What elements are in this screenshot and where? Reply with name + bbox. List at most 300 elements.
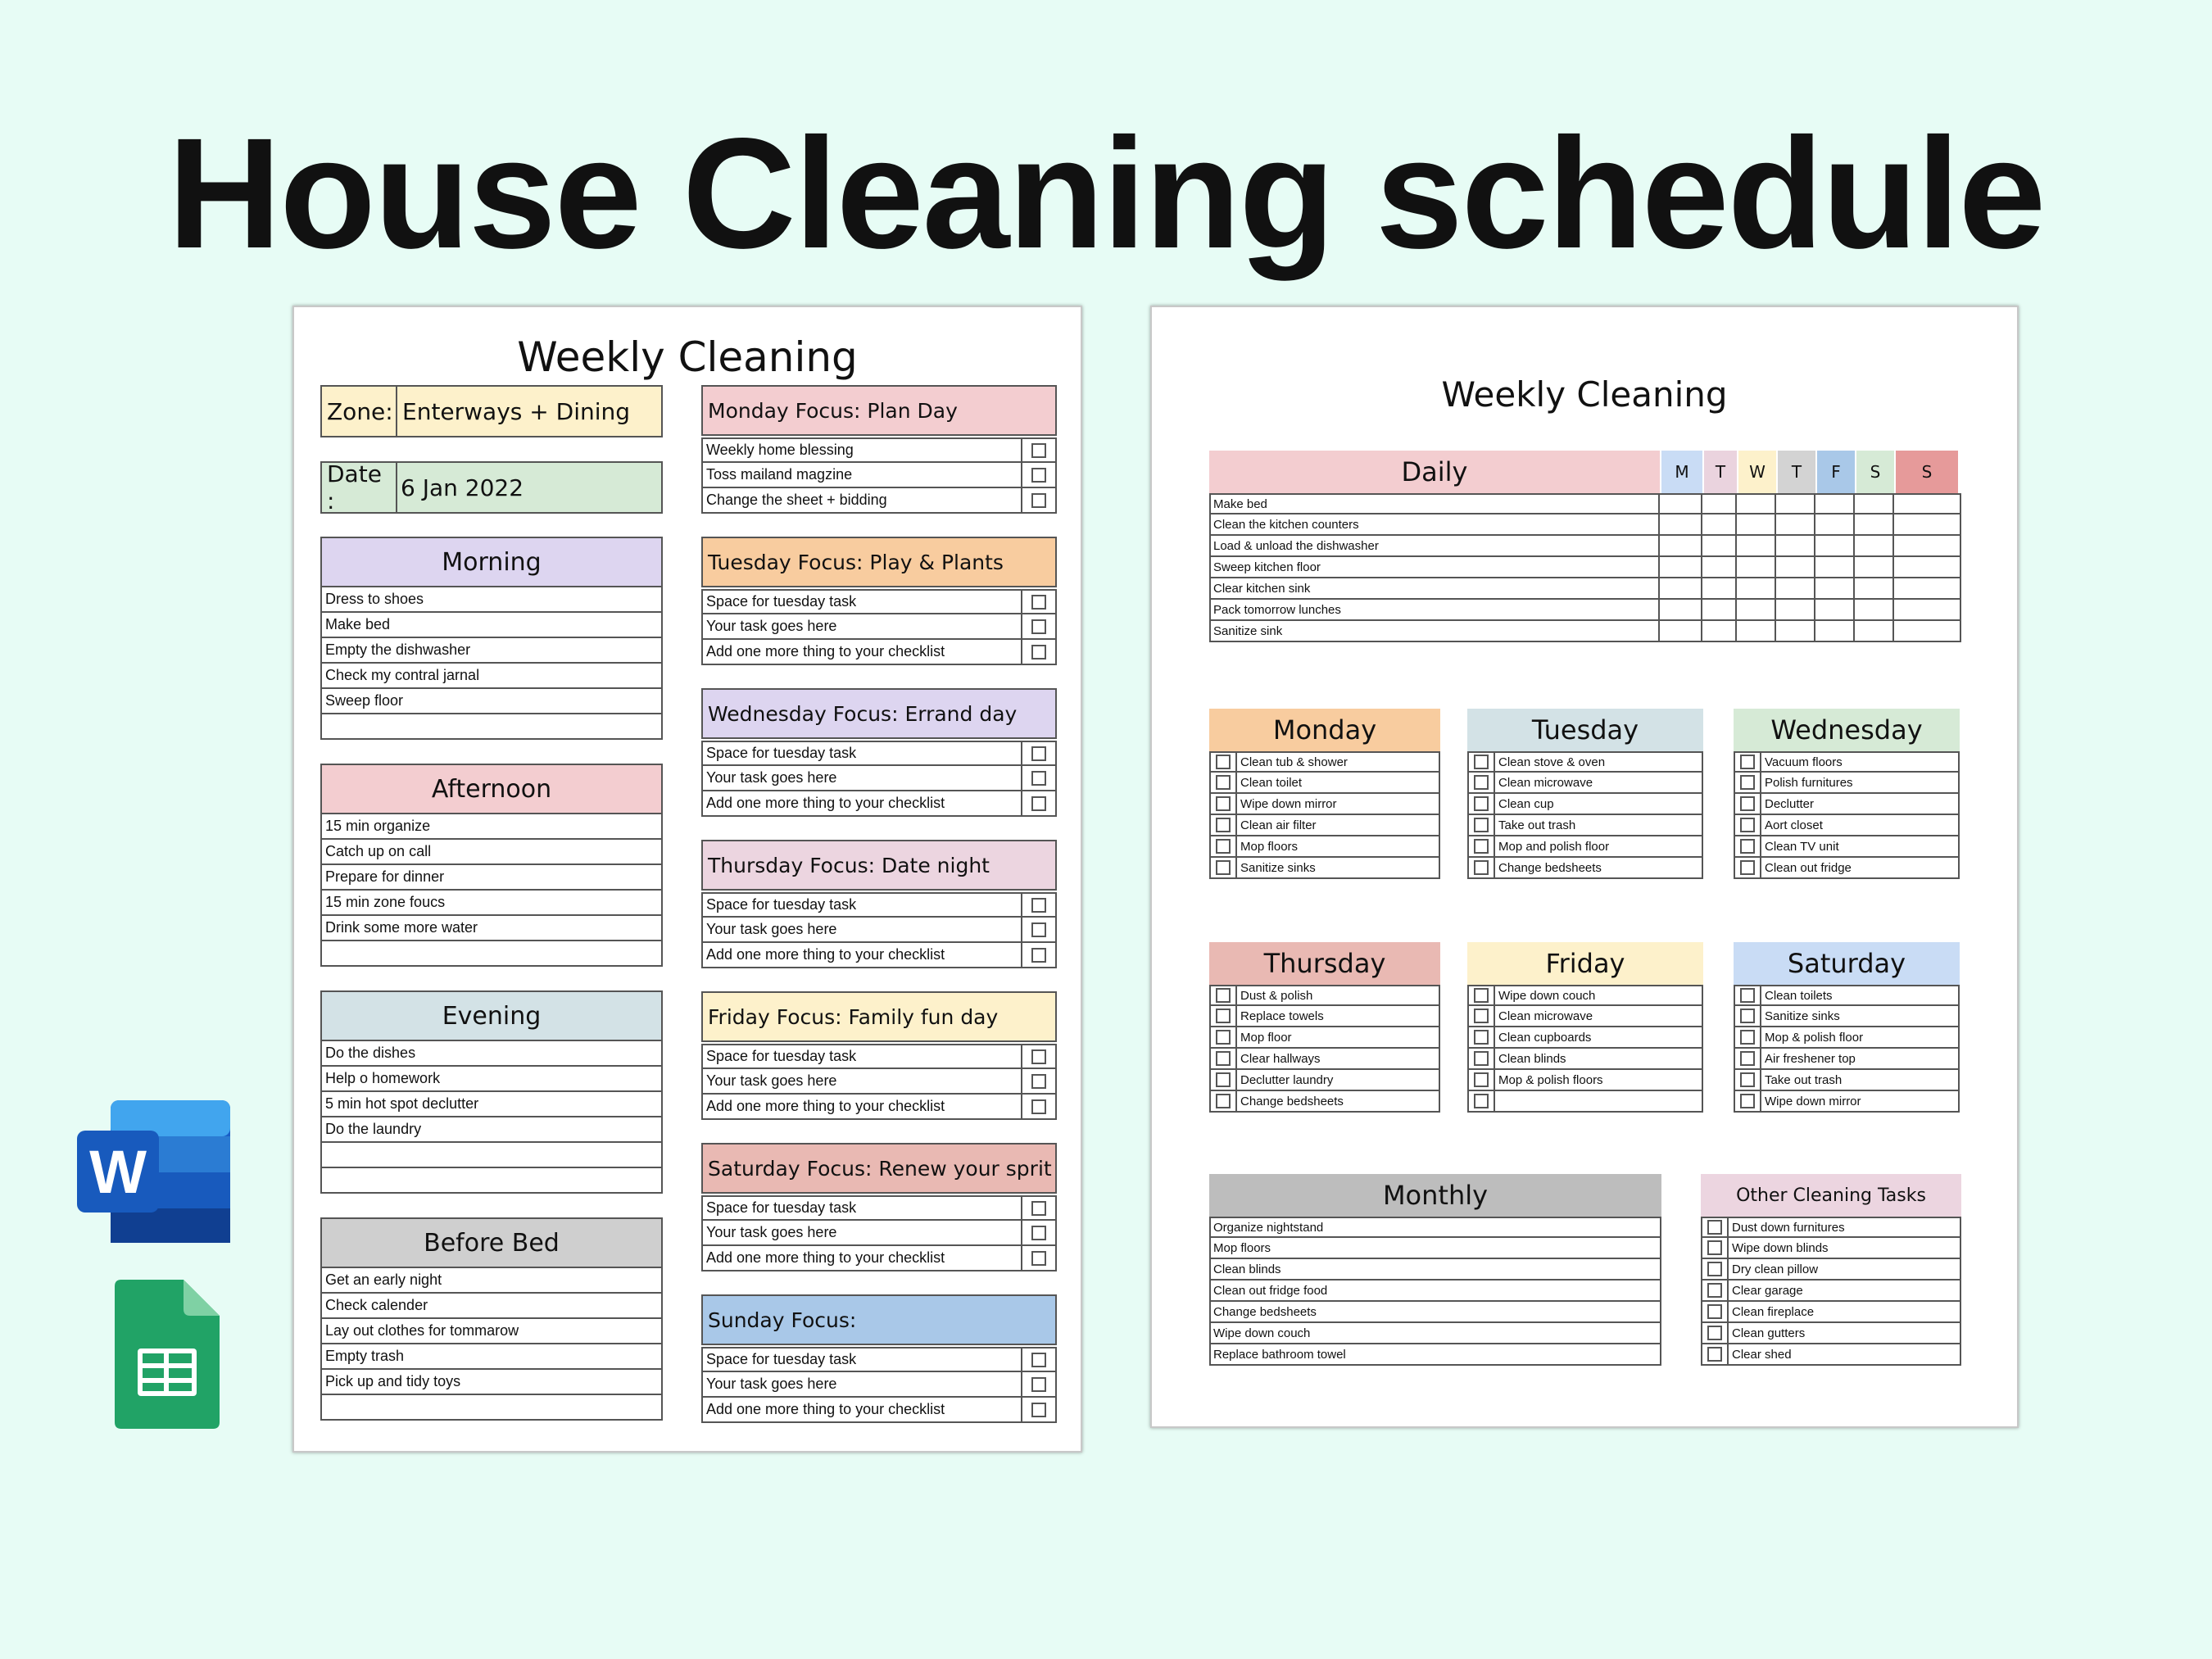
checkbox-cell bbox=[1735, 794, 1761, 814]
checkbox-cell bbox=[1211, 1027, 1237, 1047]
task-label: Get an early night bbox=[325, 1271, 442, 1288]
checkbox[interactable] bbox=[1740, 818, 1755, 832]
focus-task-row[interactable] bbox=[701, 1246, 1057, 1271]
focus-task-label: Your task goes here bbox=[706, 1224, 837, 1240]
task-row[interactable] bbox=[320, 587, 663, 613]
task-row[interactable] bbox=[320, 689, 663, 714]
task-row[interactable] bbox=[320, 1143, 663, 1168]
other-task-label: Wipe down blinds bbox=[1732, 1240, 1829, 1255]
day-task-row[interactable] bbox=[1734, 1091, 1960, 1113]
checkbox[interactable] bbox=[1707, 1283, 1722, 1298]
daily-check-cell[interactable] bbox=[1853, 495, 1892, 513]
daily-check-cell[interactable] bbox=[1892, 578, 1956, 598]
checkbox[interactable] bbox=[1216, 988, 1231, 1003]
focus-task-label: Change the sheet + bidding bbox=[706, 492, 887, 508]
checkbox[interactable] bbox=[1474, 1051, 1489, 1066]
day-task-row[interactable] bbox=[1467, 1027, 1703, 1049]
daily-check-cell[interactable] bbox=[1701, 578, 1735, 598]
task-row[interactable] bbox=[320, 1344, 663, 1370]
day-task-row[interactable] bbox=[1209, 751, 1440, 773]
task-row[interactable] bbox=[320, 1395, 663, 1421]
task-label: Help o homework bbox=[325, 1070, 441, 1086]
day-task-label: Wipe down mirror bbox=[1240, 796, 1337, 811]
day-task-row[interactable] bbox=[1467, 794, 1703, 815]
daily-check-cell[interactable] bbox=[1701, 621, 1735, 641]
checkbox[interactable] bbox=[1474, 1094, 1489, 1108]
day-task-label: Declutter laundry bbox=[1240, 1072, 1334, 1087]
daily-task-row[interactable] bbox=[1209, 578, 1961, 600]
focus-task-row[interactable] bbox=[701, 640, 1057, 665]
checkbox-cell bbox=[1735, 773, 1761, 792]
checkbox-cell bbox=[1469, 773, 1495, 792]
focus-section-title: Wednesday Focus: Errand day bbox=[701, 688, 1057, 739]
checkbox-cell bbox=[1469, 1027, 1495, 1047]
daily-check-cell[interactable] bbox=[1775, 557, 1814, 577]
daily-check-cell[interactable] bbox=[1853, 536, 1892, 555]
daily-check-cell[interactable] bbox=[1735, 621, 1775, 641]
day-task-row[interactable] bbox=[1467, 815, 1703, 836]
checkbox[interactable] bbox=[1216, 1072, 1231, 1087]
day-column-header: T bbox=[1776, 451, 1815, 493]
focus-task-row[interactable] bbox=[701, 918, 1057, 943]
day-task-row[interactable] bbox=[1209, 1049, 1440, 1070]
daily-task-label: Clean the kitchen counters bbox=[1213, 517, 1359, 532]
daily-check-cell[interactable] bbox=[1735, 536, 1775, 555]
focus-section-title: Sunday Focus: bbox=[701, 1294, 1057, 1345]
checkbox[interactable] bbox=[1474, 755, 1489, 769]
checkbox[interactable] bbox=[1216, 818, 1231, 832]
daily-check-cell[interactable] bbox=[1814, 495, 1853, 513]
other-task-label: Dust down furnitures bbox=[1732, 1220, 1845, 1235]
monthly-task-row[interactable] bbox=[1209, 1344, 1661, 1366]
checkbox[interactable] bbox=[1216, 1030, 1231, 1045]
checkbox[interactable] bbox=[1474, 1072, 1489, 1087]
task-row[interactable] bbox=[320, 916, 663, 941]
daily-check-cell[interactable] bbox=[1814, 514, 1853, 534]
day-task-row[interactable] bbox=[1467, 751, 1703, 773]
task-row[interactable] bbox=[320, 941, 663, 967]
monthly-task-label: Mop floors bbox=[1213, 1240, 1271, 1255]
task-row[interactable] bbox=[320, 613, 663, 638]
daily-check-cell[interactable] bbox=[1701, 514, 1735, 534]
checkbox-cell bbox=[1702, 1259, 1729, 1279]
checkbox[interactable] bbox=[1216, 1009, 1231, 1023]
focus-task-label: Your task goes here bbox=[706, 921, 837, 937]
day-task-row[interactable] bbox=[1467, 1070, 1703, 1091]
day-task-row[interactable] bbox=[1734, 1027, 1960, 1049]
checkbox[interactable] bbox=[1707, 1347, 1722, 1362]
monthly-task-label: Replace bathroom towel bbox=[1213, 1347, 1346, 1362]
daily-check-cell[interactable] bbox=[1735, 600, 1775, 619]
checkbox[interactable] bbox=[1216, 796, 1231, 811]
checkbox[interactable] bbox=[1740, 1094, 1755, 1108]
day-task-row[interactable] bbox=[1734, 773, 1960, 794]
day-task-row[interactable] bbox=[1467, 1006, 1703, 1027]
day-task-row[interactable] bbox=[1734, 1049, 1960, 1070]
daily-check-cell[interactable] bbox=[1853, 557, 1892, 577]
daily-title: Daily bbox=[1209, 451, 1660, 493]
focus-task-row[interactable] bbox=[701, 463, 1057, 488]
monthly-task-row[interactable] bbox=[1209, 1281, 1661, 1302]
focus-task-label: Your task goes here bbox=[706, 769, 837, 786]
daily-task-label: Clear kitchen sink bbox=[1213, 581, 1311, 596]
checkbox[interactable] bbox=[1740, 755, 1755, 769]
focus-task-row[interactable] bbox=[701, 741, 1057, 766]
other-task-row[interactable] bbox=[1701, 1323, 1961, 1344]
daily-check-cell[interactable] bbox=[1735, 495, 1775, 513]
day-task-label: Clean tub & shower bbox=[1240, 755, 1348, 769]
day-task-row[interactable] bbox=[1734, 858, 1960, 879]
checkbox-cell bbox=[1021, 1069, 1055, 1093]
focus-task-row[interactable] bbox=[701, 1069, 1057, 1095]
focus-task-label: Space for tuesday task bbox=[706, 745, 857, 761]
task-label: Do the laundry bbox=[325, 1121, 422, 1137]
day-task-row[interactable] bbox=[1209, 1027, 1440, 1049]
focus-task-label: Your task goes here bbox=[706, 618, 837, 634]
daily-task-label: Sanitize sink bbox=[1213, 623, 1283, 638]
monthly-task-row[interactable] bbox=[1209, 1302, 1661, 1323]
task-label: Sweep floor bbox=[325, 692, 404, 709]
day-task-label: Vacuum floors bbox=[1765, 755, 1843, 769]
focus-section-2 bbox=[701, 537, 1057, 665]
checkbox[interactable] bbox=[1031, 1353, 1046, 1367]
daily-check-cell[interactable] bbox=[1892, 536, 1956, 555]
daily-check-cell[interactable] bbox=[1735, 557, 1775, 577]
task-row[interactable] bbox=[320, 891, 663, 916]
zone-label: Zone: bbox=[322, 387, 397, 436]
left-sheet bbox=[292, 306, 1082, 1453]
monthly-task-row[interactable] bbox=[1209, 1238, 1661, 1259]
checkbox[interactable] bbox=[1740, 1009, 1755, 1023]
checkbox[interactable] bbox=[1474, 775, 1489, 790]
daily-check-cell[interactable] bbox=[1775, 578, 1814, 598]
focus-section-title: Saturday Focus: Renew your sprit bbox=[701, 1143, 1057, 1194]
checkbox-cell bbox=[1211, 773, 1237, 792]
focus-task-label: Add one more thing to your checklist bbox=[706, 795, 945, 811]
checkbox[interactable] bbox=[1474, 839, 1489, 854]
focus-task-row[interactable] bbox=[701, 488, 1057, 514]
day-task-row[interactable] bbox=[1467, 1049, 1703, 1070]
daily-task-row[interactable] bbox=[1209, 557, 1961, 578]
checkbox[interactable] bbox=[1474, 988, 1489, 1003]
focus-task-row[interactable] bbox=[701, 1398, 1057, 1423]
daily-check-cell[interactable] bbox=[1892, 557, 1956, 577]
checkbox[interactable] bbox=[1474, 796, 1489, 811]
focus-task-label: Add one more thing to your checklist bbox=[706, 1401, 945, 1417]
daily-check-cell[interactable] bbox=[1701, 495, 1735, 513]
other-task-row[interactable] bbox=[1701, 1217, 1961, 1238]
daily-task-row[interactable] bbox=[1209, 621, 1961, 642]
daily-check-cell[interactable] bbox=[1892, 600, 1956, 619]
daily-check-cell[interactable] bbox=[1853, 600, 1892, 619]
zone-value[interactable]: Enterways + Dining bbox=[402, 397, 631, 425]
task-row[interactable] bbox=[320, 840, 663, 865]
checkbox[interactable] bbox=[1474, 860, 1489, 875]
task-row[interactable] bbox=[320, 1268, 663, 1294]
day-task-row[interactable] bbox=[1734, 794, 1960, 815]
monthly-table bbox=[1209, 1174, 1661, 1366]
day-task-row[interactable] bbox=[1209, 815, 1440, 836]
checkbox[interactable] bbox=[1031, 645, 1046, 660]
checkbox-cell bbox=[1469, 858, 1495, 877]
task-row[interactable] bbox=[320, 1067, 663, 1092]
checkbox[interactable] bbox=[1031, 796, 1046, 811]
checkbox-cell bbox=[1021, 640, 1055, 664]
focus-task-row[interactable] bbox=[701, 437, 1057, 463]
day-box-thursday bbox=[1209, 942, 1440, 1113]
checkbox[interactable] bbox=[1031, 1251, 1046, 1266]
day-task-label: Wipe down mirror bbox=[1765, 1094, 1861, 1108]
focus-task-row[interactable] bbox=[701, 1195, 1057, 1221]
checkbox[interactable] bbox=[1740, 796, 1755, 811]
day-task-label: Clean TV unit bbox=[1765, 839, 1839, 854]
day-task-row[interactable] bbox=[1734, 985, 1960, 1006]
checkbox-cell bbox=[1211, 986, 1237, 1004]
day-box-title: Monday bbox=[1209, 709, 1440, 751]
checkbox[interactable] bbox=[1031, 1377, 1046, 1392]
checkbox[interactable] bbox=[1031, 443, 1046, 458]
task-row[interactable] bbox=[320, 814, 663, 840]
left-sheet-title: Weekly Cleaning bbox=[517, 333, 858, 381]
daily-check-cell[interactable] bbox=[1658, 578, 1701, 598]
focus-task-row[interactable] bbox=[701, 1221, 1057, 1246]
checkbox[interactable] bbox=[1031, 1049, 1046, 1064]
checkbox[interactable] bbox=[1031, 1201, 1046, 1216]
daily-check-cell[interactable] bbox=[1658, 536, 1701, 555]
focus-task-row[interactable] bbox=[701, 943, 1057, 968]
daily-check-cell[interactable] bbox=[1814, 578, 1853, 598]
checkbox[interactable] bbox=[1740, 1030, 1755, 1045]
day-task-row[interactable] bbox=[1734, 836, 1960, 858]
focus-task-row[interactable] bbox=[701, 614, 1057, 640]
checkbox[interactable] bbox=[1740, 839, 1755, 854]
daily-check-cell[interactable] bbox=[1892, 495, 1956, 513]
checkbox[interactable] bbox=[1740, 1072, 1755, 1087]
daily-header bbox=[1209, 451, 1961, 493]
other-task-row[interactable] bbox=[1701, 1259, 1961, 1281]
daily-check-cell[interactable] bbox=[1775, 514, 1814, 534]
checkbox-cell bbox=[1211, 1070, 1237, 1090]
task-row[interactable] bbox=[320, 1117, 663, 1143]
checkbox[interactable] bbox=[1474, 1009, 1489, 1023]
checkbox[interactable] bbox=[1216, 755, 1231, 769]
checkbox[interactable] bbox=[1474, 1030, 1489, 1045]
day-box-title: Saturday bbox=[1734, 942, 1960, 985]
focus-section-7 bbox=[701, 1294, 1057, 1423]
day-task-row[interactable] bbox=[1209, 985, 1440, 1006]
day-task-row[interactable] bbox=[1209, 794, 1440, 815]
focus-task-row[interactable] bbox=[701, 1372, 1057, 1398]
daily-check-cell[interactable] bbox=[1814, 600, 1853, 619]
task-row[interactable] bbox=[320, 664, 663, 689]
task-row[interactable] bbox=[320, 865, 663, 891]
day-task-row[interactable] bbox=[1467, 858, 1703, 879]
checkbox[interactable] bbox=[1216, 775, 1231, 790]
checkbox[interactable] bbox=[1031, 493, 1046, 508]
other-task-row[interactable] bbox=[1701, 1281, 1961, 1302]
focus-task-row[interactable] bbox=[701, 892, 1057, 918]
checkbox[interactable] bbox=[1707, 1262, 1722, 1276]
focus-section-1 bbox=[701, 385, 1057, 514]
task-label: Drink some more water bbox=[325, 919, 478, 936]
day-task-label: Clean toilets bbox=[1765, 988, 1833, 1003]
monthly-task-label: Organize nightstand bbox=[1213, 1220, 1324, 1235]
day-task-row[interactable] bbox=[1467, 985, 1703, 1006]
task-row[interactable] bbox=[320, 1168, 663, 1194]
daily-check-cell[interactable] bbox=[1892, 621, 1956, 641]
daily-task-row[interactable] bbox=[1209, 600, 1961, 621]
day-task-row[interactable] bbox=[1209, 858, 1440, 879]
checkbox[interactable] bbox=[1216, 1051, 1231, 1066]
focus-section-title: Monday Focus: Plan Day bbox=[701, 385, 1057, 436]
other-task-row[interactable] bbox=[1701, 1344, 1961, 1366]
monthly-task-row[interactable] bbox=[1209, 1323, 1661, 1344]
daily-task-row[interactable] bbox=[1209, 493, 1961, 514]
daily-check-cell[interactable] bbox=[1735, 514, 1775, 534]
daily-check-cell[interactable] bbox=[1735, 578, 1775, 598]
focus-task-row[interactable] bbox=[701, 1044, 1057, 1069]
daily-check-cell[interactable] bbox=[1658, 514, 1701, 534]
daily-check-cell[interactable] bbox=[1701, 600, 1735, 619]
checkbox[interactable] bbox=[1031, 948, 1046, 963]
checkbox-cell bbox=[1211, 815, 1237, 835]
focus-task-label: Space for tuesday task bbox=[706, 593, 857, 610]
checkbox[interactable] bbox=[1707, 1220, 1722, 1235]
daily-check-cell[interactable] bbox=[1892, 514, 1956, 534]
checkbox[interactable] bbox=[1031, 771, 1046, 786]
daily-check-cell[interactable] bbox=[1775, 600, 1814, 619]
focus-task-row[interactable] bbox=[701, 766, 1057, 791]
day-task-row[interactable] bbox=[1734, 751, 1960, 773]
focus-task-row[interactable] bbox=[701, 791, 1057, 817]
task-label: Prepare for dinner bbox=[325, 868, 445, 885]
checkbox-cell bbox=[1021, 1221, 1055, 1244]
task-row[interactable] bbox=[320, 638, 663, 664]
day-task-row[interactable] bbox=[1734, 1006, 1960, 1027]
checkbox[interactable] bbox=[1740, 1051, 1755, 1066]
focus-section-5 bbox=[701, 991, 1057, 1120]
daily-task-label: Pack tomorrow lunches bbox=[1213, 602, 1341, 617]
daily-check-cell[interactable] bbox=[1853, 621, 1892, 641]
task-row[interactable] bbox=[320, 1370, 663, 1395]
focus-section-3 bbox=[701, 688, 1057, 817]
checkbox[interactable] bbox=[1031, 619, 1046, 634]
day-box-monday bbox=[1209, 709, 1440, 879]
checkbox[interactable] bbox=[1031, 595, 1046, 610]
checkbox[interactable] bbox=[1031, 1099, 1046, 1114]
day-task-row[interactable] bbox=[1467, 1091, 1703, 1113]
daily-task-row[interactable] bbox=[1209, 536, 1961, 557]
task-row[interactable] bbox=[320, 714, 663, 740]
daily-task-row[interactable] bbox=[1209, 514, 1961, 536]
checkbox-cell bbox=[1469, 836, 1495, 856]
task-label: Catch up on call bbox=[325, 843, 432, 859]
day-task-label: Wipe down couch bbox=[1498, 988, 1596, 1003]
daily-check-cell[interactable] bbox=[1701, 557, 1735, 577]
day-task-row[interactable] bbox=[1209, 1006, 1440, 1027]
checkbox-cell bbox=[1735, 753, 1761, 771]
day-task-row[interactable] bbox=[1467, 836, 1703, 858]
day-task-label: Take out trash bbox=[1498, 818, 1576, 832]
daily-check-cell[interactable] bbox=[1853, 578, 1892, 598]
checkbox-cell bbox=[1702, 1238, 1729, 1258]
focus-task-label: Space for tuesday task bbox=[706, 896, 857, 913]
day-task-row[interactable] bbox=[1209, 773, 1440, 794]
checkbox[interactable] bbox=[1031, 1074, 1046, 1089]
day-task-label: Polish furnitures bbox=[1765, 775, 1853, 790]
checkbox[interactable] bbox=[1216, 839, 1231, 854]
monthly-task-row[interactable] bbox=[1209, 1217, 1661, 1238]
checkbox[interactable] bbox=[1216, 1094, 1231, 1108]
checkbox[interactable] bbox=[1031, 1226, 1046, 1240]
task-row[interactable] bbox=[320, 1092, 663, 1117]
day-task-row[interactable] bbox=[1734, 815, 1960, 836]
checkbox[interactable] bbox=[1031, 468, 1046, 483]
focus-task-row[interactable] bbox=[701, 1347, 1057, 1372]
day-column-header: S bbox=[1894, 451, 1958, 493]
other-task-row[interactable] bbox=[1701, 1238, 1961, 1259]
daily-check-cell[interactable] bbox=[1775, 536, 1814, 555]
daily-check-cell[interactable] bbox=[1658, 621, 1701, 641]
checkbox[interactable] bbox=[1031, 1403, 1046, 1417]
daily-check-cell[interactable] bbox=[1814, 536, 1853, 555]
checkbox[interactable] bbox=[1740, 775, 1755, 790]
checkbox-cell bbox=[1021, 918, 1055, 941]
daily-check-cell[interactable] bbox=[1853, 514, 1892, 534]
checkbox[interactable] bbox=[1740, 860, 1755, 875]
day-task-row[interactable] bbox=[1209, 836, 1440, 858]
task-label: Lay out clothes for tommarow bbox=[325, 1322, 519, 1339]
checkbox[interactable] bbox=[1707, 1240, 1722, 1255]
task-row[interactable] bbox=[320, 1041, 663, 1067]
checkbox[interactable] bbox=[1031, 898, 1046, 913]
checkbox[interactable] bbox=[1216, 860, 1231, 875]
checkbox-cell bbox=[1211, 1091, 1237, 1111]
daily-check-cell[interactable] bbox=[1775, 621, 1814, 641]
monthly-task-row[interactable] bbox=[1209, 1259, 1661, 1281]
daily-check-cell[interactable] bbox=[1658, 495, 1701, 513]
checkbox[interactable] bbox=[1707, 1304, 1722, 1319]
focus-task-row[interactable] bbox=[701, 589, 1057, 614]
daily-check-cell[interactable] bbox=[1814, 557, 1853, 577]
checkbox[interactable] bbox=[1474, 818, 1489, 832]
daily-check-cell[interactable] bbox=[1658, 600, 1701, 619]
daily-check-cell[interactable] bbox=[1701, 536, 1735, 555]
checkbox[interactable] bbox=[1031, 922, 1046, 937]
day-task-row[interactable] bbox=[1467, 773, 1703, 794]
other-task-row[interactable] bbox=[1701, 1302, 1961, 1323]
checkbox-cell bbox=[1735, 1091, 1761, 1111]
checkbox-cell bbox=[1735, 815, 1761, 835]
day-task-row[interactable] bbox=[1209, 1091, 1440, 1113]
date-value[interactable]: 6 Jan 2022 bbox=[401, 474, 524, 501]
day-task-row[interactable] bbox=[1734, 1070, 1960, 1091]
task-label: Dress to shoes bbox=[325, 591, 424, 607]
checkbox[interactable] bbox=[1707, 1326, 1722, 1340]
checkbox[interactable] bbox=[1031, 746, 1046, 761]
daily-check-cell[interactable] bbox=[1658, 557, 1701, 577]
day-box-friday bbox=[1467, 942, 1703, 1113]
checkbox[interactable] bbox=[1740, 988, 1755, 1003]
checkbox-cell bbox=[1735, 836, 1761, 856]
daily-check-cell[interactable] bbox=[1814, 621, 1853, 641]
daily-check-cell[interactable] bbox=[1775, 495, 1814, 513]
task-row[interactable] bbox=[320, 1319, 663, 1344]
task-row[interactable] bbox=[320, 1294, 663, 1319]
day-task-row[interactable] bbox=[1209, 1070, 1440, 1091]
word-icon bbox=[74, 1098, 238, 1245]
focus-task-row[interactable] bbox=[701, 1095, 1057, 1120]
